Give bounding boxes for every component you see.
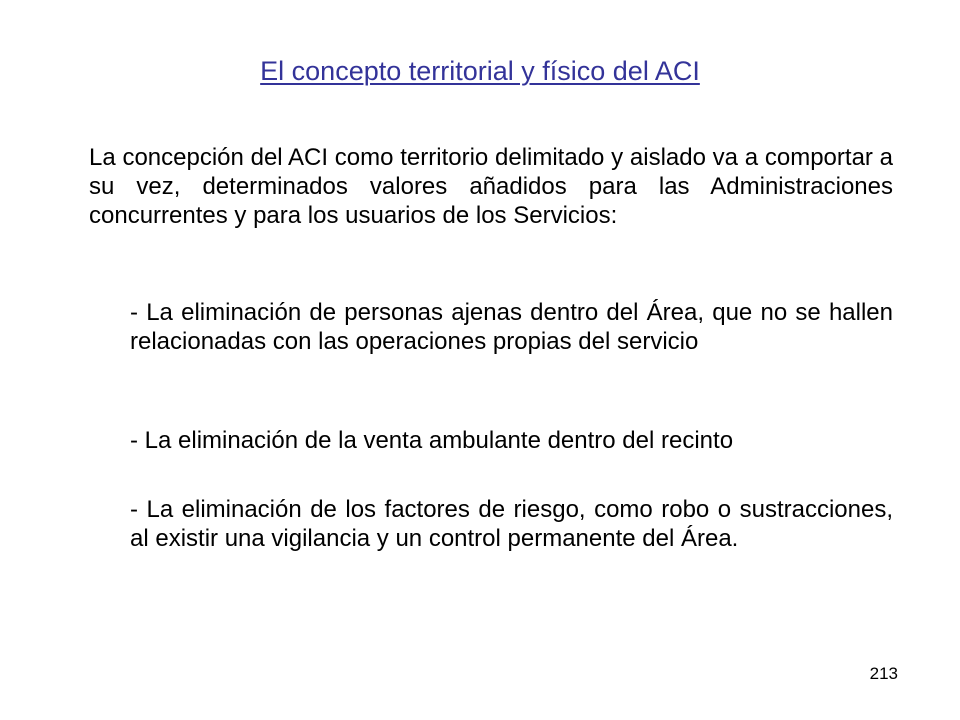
bullet-item-risk-factors: - La eliminación de los factores de riesgo, como robo o sustracciones, al existir una vigilancia y un control permanente del Área. [130,496,893,552]
page-number: 213 [869,664,898,683]
bullet-item-street-vending: - La eliminación de la venta ambulante dentro del recinto [130,427,734,454]
bullet-item-persons: - La eliminación de personas ajenas dentro del Área, que no se hallen relacionadas con las operaciones propias del servicio [130,299,893,355]
slide-title: El concepto territorial y físico del ACI [260,56,700,86]
intro-paragraph: La concepción del ACI como territorio delimitado y aislado va a comportar a su vez, determinados valores añadidos para las Administraciones concurrentes y para los usuarios de los Servicios: [89,144,893,229]
